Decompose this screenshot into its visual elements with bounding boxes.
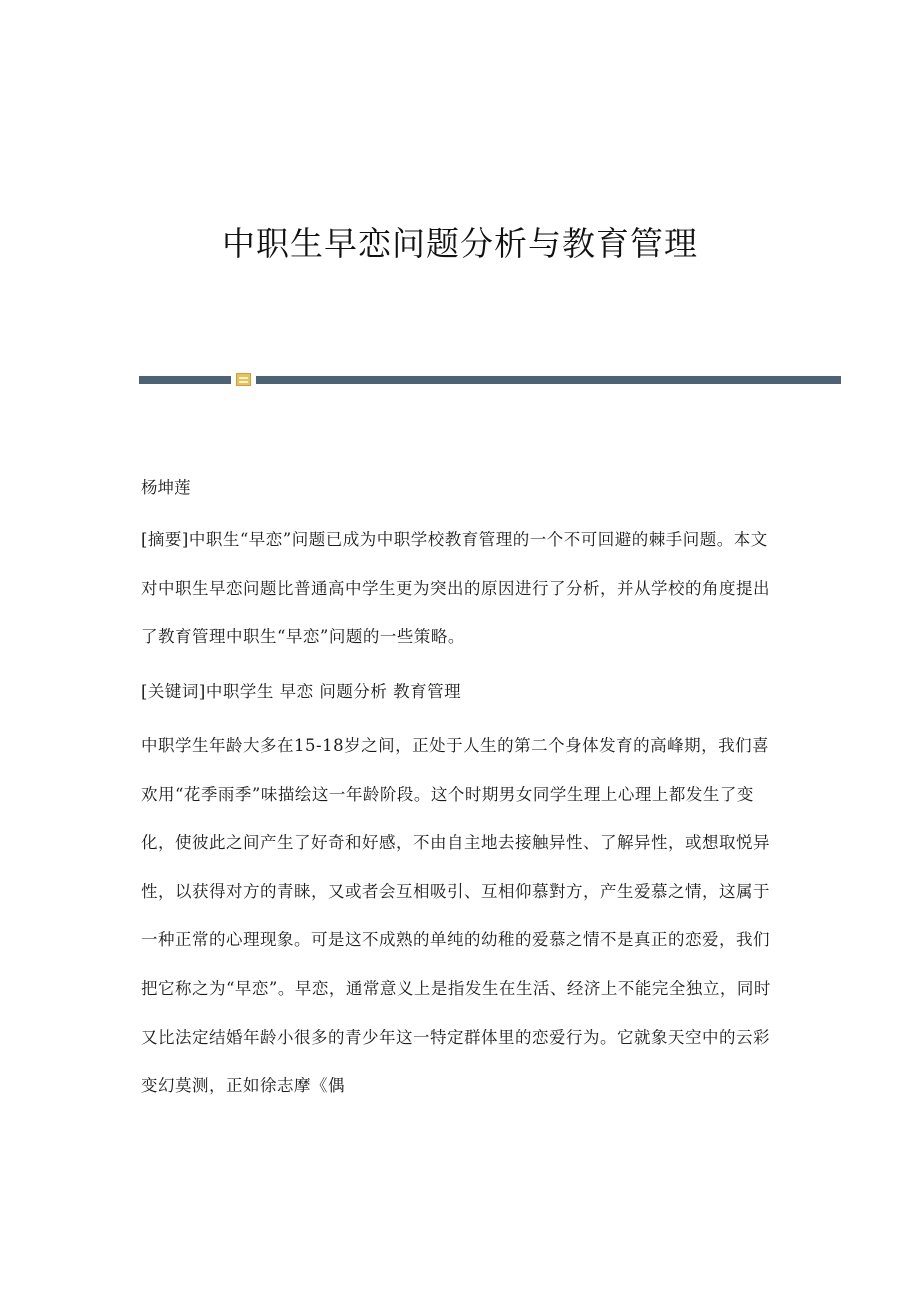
divider-bar-right — [256, 376, 841, 384]
divider-emblem-icon — [236, 373, 251, 386]
author-name: 杨坤莲 — [141, 478, 191, 497]
document-title: 中职生早恋问题分析与教育管理 — [222, 224, 698, 263]
title-divider — [139, 372, 841, 388]
keywords-paragraph: [关键词]中职学生 早恋 问题分析 教育管理 — [141, 682, 462, 701]
body-paragraph: 中职学生年龄大多在15-18岁之间，正处于人生的第二个身体发育的高峰期，我们喜欢用“花季雨季”味描绘这一年龄阶段。这个时期男女同学生理上心理上都发生了变化，使彼此之间产生了好奇和好感，不由自主地去接触异性、了解异性，或想取悦异性，以获得对方的青睐，又或者会互相吸引、互相仰慕對方，产生爱慕之情，这属于一种正常的心理现象。可是这不成熟的单纯的幼稚的爱慕之情不是真正的恋爱，我们把它称之为“早恋”。早恋，通常意义上是指发生在生活、经济上不能完全独立，同时又比法定结婚年龄小很多的青少年这一特定群体里的恋爱行为。它就象天空中的云彩变幻莫测，正如徐志摩《偶 — [141, 736, 771, 1096]
divider-bar-left — [139, 376, 231, 384]
abstract-paragraph: [摘要]中职生“早恋”问题已成为中职学校教育管理的一个不可回避的棘手问题。本文对中职生早恋问题比普通高中学生更为突出的原因进行了分析，并从学校的角度提出了教育管理中职生“早恋”问题的一些策略。 — [141, 530, 770, 647]
